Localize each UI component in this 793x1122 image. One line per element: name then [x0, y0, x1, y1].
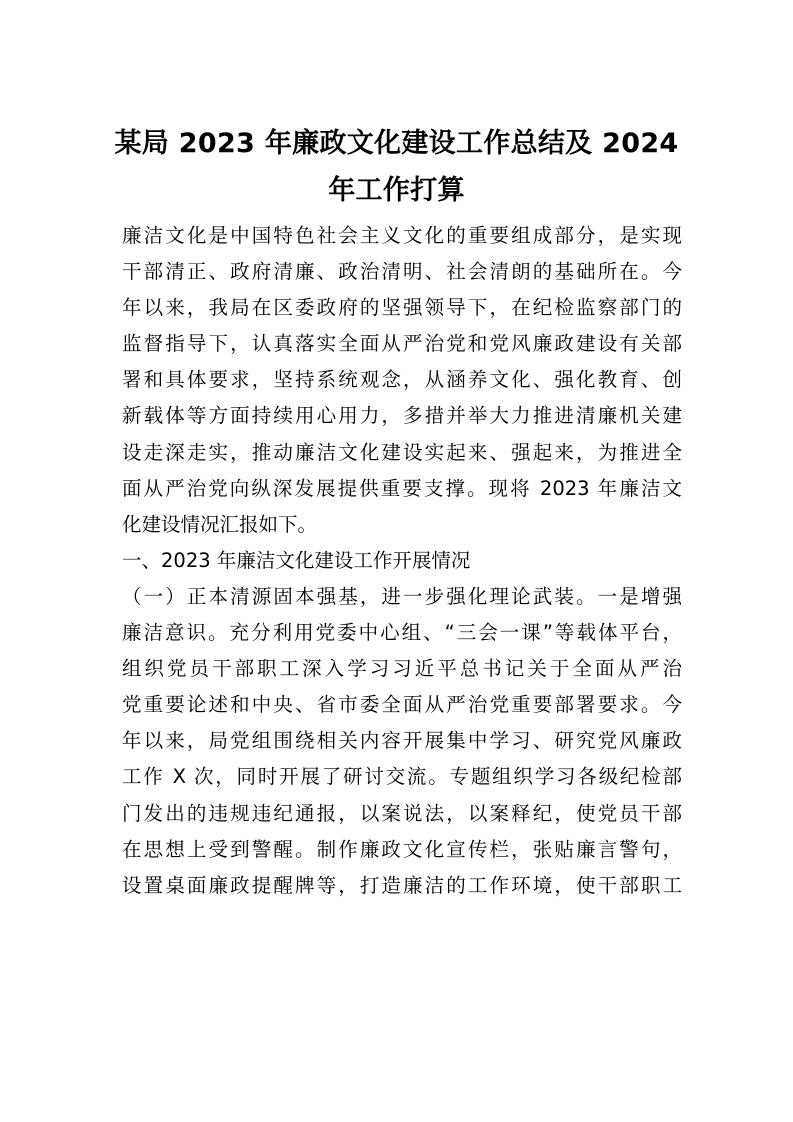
body-line: 署和具体要求，坚持系统观念，从涵养文化、强化教育、创 [122, 368, 682, 392]
document-title-line-1: 某局 2023 年廉政文化建设工作总结及 2024 [114, 128, 679, 159]
body-line: 工作 X 次，同时开展了研讨交流。专题组织学习各级纪检部 [122, 765, 682, 789]
body-line: 门发出的违规违纪通报，以案说法，以案释纪，使党员干部 [122, 801, 682, 825]
body-line: 监督指导下，认真落实全面从严治党和党风廉政建设有关部 [122, 332, 682, 356]
body-line: （一）正本清源固本强基，进一步强化理论武装。一是增强 [122, 584, 682, 608]
body-line: 干部清正、政府清廉、政治清明、社会清朗的基础所在。今 [122, 260, 682, 284]
section-heading: 一、2023 年廉洁文化建设工作开展情况 [122, 548, 471, 572]
body-line: 组织党员干部职工深入学习习近平总书记关于全面从严治 [122, 657, 682, 681]
body-line: 年以来，局党组围绕相关内容开展集中学习、研究党风廉政 [122, 729, 682, 753]
body-line: 年以来，我局在区委政府的坚强领导下，在纪检监察部门的 [122, 296, 682, 320]
body-line: 面从严治党向纵深发展提供重要支撑。现将 2023 年廉洁文 [122, 476, 682, 500]
body-line: 在思想上受到警醒。制作廉政文化宣传栏，张贴廉言警句， [122, 837, 682, 861]
body-line: 廉洁意识。充分利用党委中心组、“三会一课”等载体平台， [122, 621, 682, 645]
body-line: 新载体等方面持续用心用力，多措并举大力推进清廉机关建 [122, 404, 682, 428]
body-line: 设走深走实，推动廉洁文化建设实起来、强起来，为推进全 [122, 440, 682, 464]
body-line: 廉洁文化是中国特色社会主义文化的重要组成部分，是实现 [122, 224, 682, 247]
document-body [122, 218, 682, 904]
body-line: 化建设情况汇报如下。 [122, 512, 318, 536]
body-line: 党重要论述和中央、省市委全面从严治党重要部署要求。今 [122, 693, 682, 717]
document-title-line-2: 年工作打算 [328, 175, 465, 206]
body-line: 设置桌面廉政提醒牌等，打造廉洁的工作环境，使干部职工 [122, 873, 682, 897]
